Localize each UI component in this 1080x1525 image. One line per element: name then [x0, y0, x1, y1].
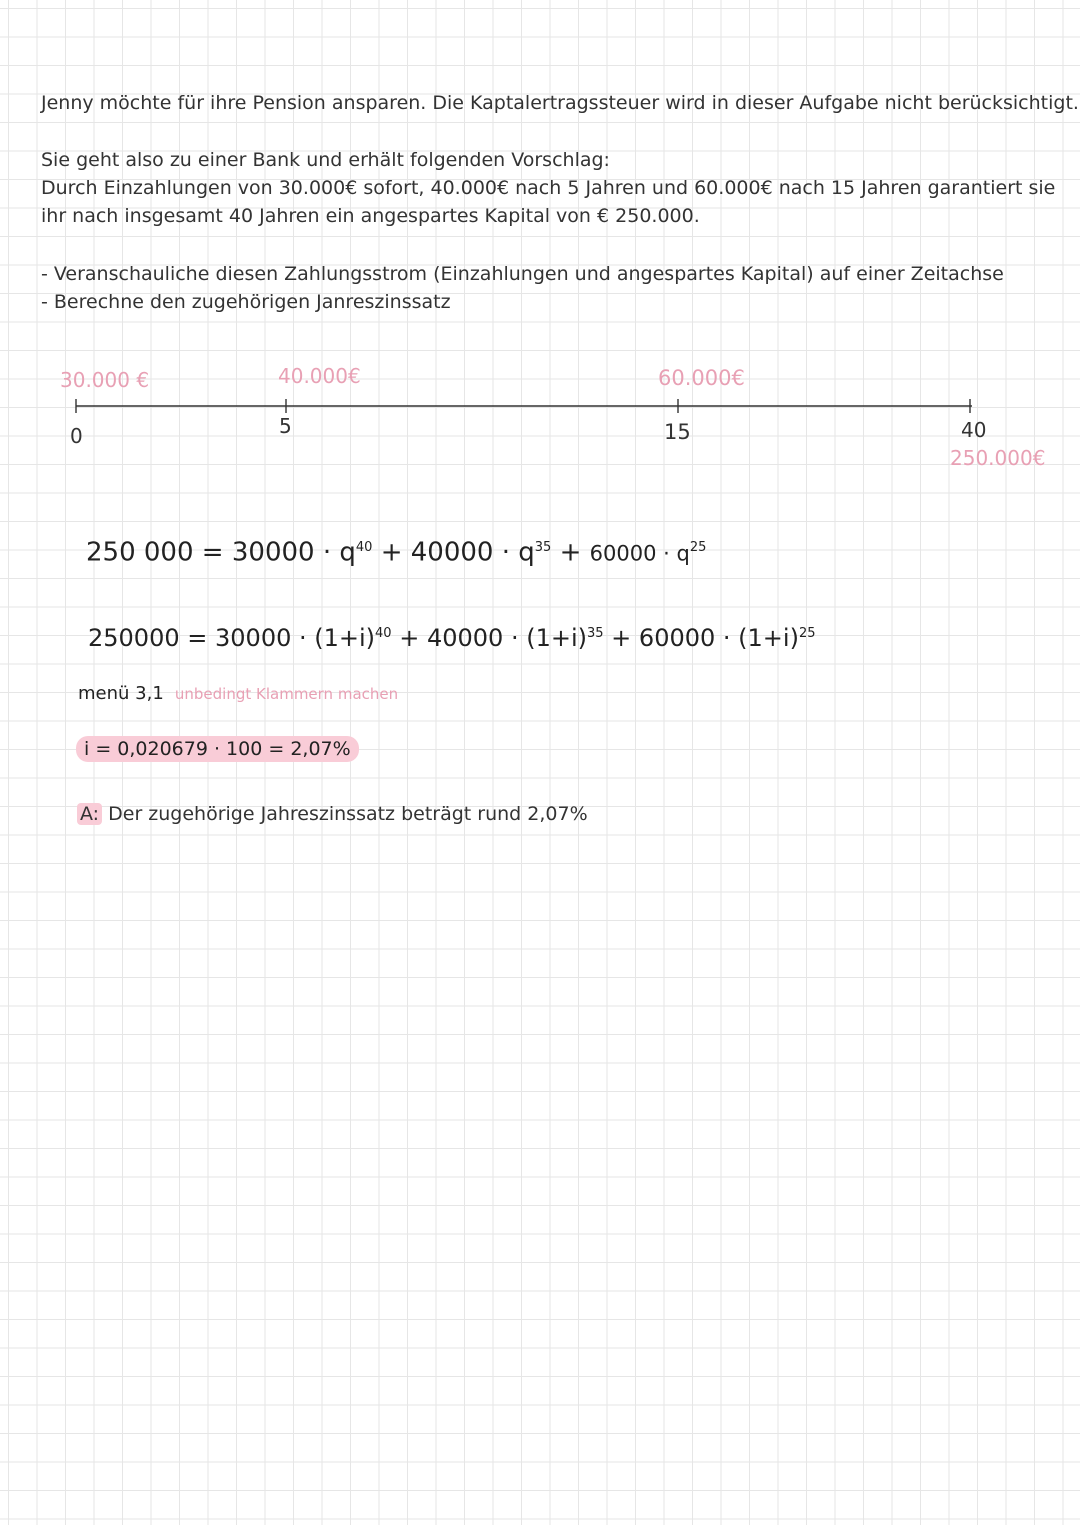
eq1-exp-3: 25	[689, 540, 707, 555]
eq1-term-1: 30000 · q	[231, 537, 356, 568]
task-line-1: Jenny möchte für ihre Pension ansparen. Die Kaptalertragssteuer wird in dieser Aufgabe nicht berücksichtigt.	[41, 92, 1079, 114]
answer-text: Der zugehörige Jahreszinssatz beträgt rund 2,07%	[102, 803, 588, 825]
eq2-lhs: 250000	[88, 624, 180, 652]
eq1-equals: =	[201, 537, 224, 568]
timeline-amount-15: 60.000€	[658, 366, 745, 390]
task-bullet-2: - Berechne den zugehörigen Janreszinssatz	[41, 291, 451, 313]
task-line-3: Durch Einzahlungen von 30.000€ sofort, 40.000€ nach 5 Jahren und 60.000€ nach 15 Jahren garantiert sie	[41, 177, 1056, 199]
eq1-exp-2: 35	[534, 540, 552, 555]
menu-label: menü 3,1	[78, 683, 164, 704]
eq1-term-3: 60000 · q	[589, 541, 690, 566]
eq2-exp-2: 35	[586, 626, 604, 641]
eq2-plus-1: +	[399, 624, 420, 652]
menu-note	[78, 683, 398, 704]
eq1-plus-2: +	[559, 537, 582, 568]
task-line-2: Sie geht also zu einer Bank und erhält folgenden Vorschlag:	[41, 149, 610, 171]
timeline-amount-40: 250.000€	[950, 446, 1046, 470]
menu-hint: unbedingt Klammern machen	[174, 685, 399, 703]
timeline-year-0: 0	[70, 424, 83, 448]
eq2-exp-3: 25	[798, 626, 816, 641]
eq2-term-1: 30000 · (1+i)	[215, 624, 376, 652]
task-bullet-1: - Veranschauliche diesen Zahlungsstrom (Einzahlungen und angespartes Kapital) auf einer Zeitachse	[41, 263, 1004, 285]
eq1-plus-1: +	[380, 537, 403, 568]
timeline-year-40: 40	[961, 418, 987, 442]
answer-line	[77, 800, 588, 828]
eq2-exp-1: 40	[375, 626, 392, 641]
result-highlight	[76, 738, 359, 760]
eq2-equals: =	[187, 624, 208, 652]
eq1-lhs: 250 000	[86, 537, 194, 568]
equation-1	[86, 520, 706, 582]
eq2-plus-2: +	[611, 624, 632, 652]
eq1-exp-1: 40	[355, 540, 373, 555]
timeline-year-15: 15	[664, 420, 691, 444]
timeline-year-5: 5	[279, 414, 292, 438]
eq2-term-2: 40000 · (1+i)	[426, 624, 587, 652]
equation-2	[88, 606, 815, 666]
answer-prefix: A:	[77, 803, 102, 825]
eq2-term-3: 60000 · (1+i)	[638, 624, 799, 652]
timeline-amount-0: 30.000 €	[60, 368, 150, 392]
timeline-axis	[0, 0, 1080, 480]
timeline-amount-5: 40.000€	[278, 364, 361, 388]
eq1-term-2: 40000 · q	[410, 537, 535, 568]
task-line-4: ihr nach insgesamt 40 Jahren ein angespartes Kapital von € 250.000.	[41, 205, 700, 227]
result-value: i = 0,020679 · 100 = 2,07%	[76, 736, 359, 762]
